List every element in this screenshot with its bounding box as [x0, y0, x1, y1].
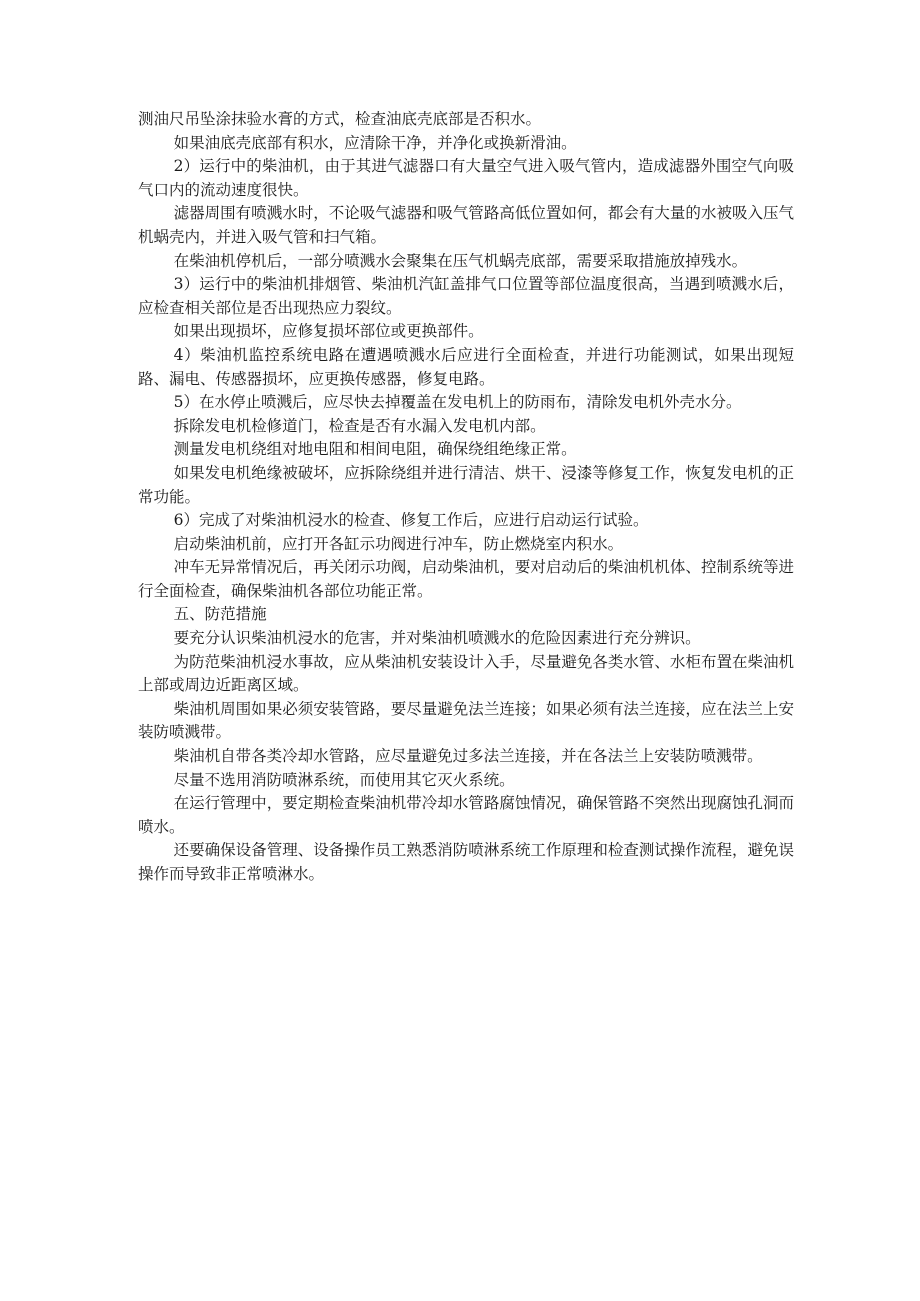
- paragraph: 柴油机周围如果必须安装管路，要尽量避免法兰连接；如果必须有法兰连接，应在法兰上安装防喷溅带。: [138, 699, 794, 742]
- document-page: [138, 108, 794, 887]
- paragraph: 冲车无异常情况后，再关闭示功阀，启动柴油机，要对启动后的柴油机机体、控制系统等进行全面检查，确保柴油机各部位功能正常。: [138, 558, 794, 600]
- paragraph: 测油尺吊坠涂抹验水膏的方式，检查油底壳底部是否积水。: [138, 110, 542, 128]
- paragraph: 3）运行中的柴油机排烟管、柴油机汽缸盖排气口位置等部位温度很高，当遇到喷溅水后，应检查相关部位是否出现热应力裂纹。: [138, 275, 794, 317]
- paragraph: 测量发电机绕组对地电阻和相间电阻，确保绕组绝缘正常。: [173, 440, 577, 459]
- paragraph: 滤器周围有喷溅水时，不论吸气滤器和吸气管路高低位置如何，都会有大量的水被吸入压气机蜗壳内，并进入吸气管和扫气箱。: [138, 204, 794, 246]
- paragraph: 启动柴油机前，应打开各缸示功阀进行冲车，防止燃烧室内积水。: [173, 534, 624, 553]
- paragraph: 在运行管理中，要定期检查柴油机带冷却水管路腐蚀情况，确保管路不突然出现腐蚀孔洞而喷水。: [138, 794, 794, 836]
- section-heading: 五、防范措施: [173, 605, 267, 624]
- paragraph: 6）完成了对柴油机浸水的检查、修复工作后，应进行启动运行试验。: [173, 511, 649, 530]
- paragraph: 要充分认识柴油机浸水的危害，并对柴油机喷溅水的危险因素进行充分辨识。: [173, 629, 701, 648]
- paragraph: 在柴油机停机后，一部分喷溅水会聚集在压气机蜗壳底部，需要采取措施放掉残水。: [173, 251, 748, 270]
- paragraph: 拆除发电机检修道门，检查是否有水漏入发电机内部。: [173, 416, 546, 435]
- paragraph: 2）运行中的柴油机，由于其进气滤器口有大量空气进入吸气管内，造成滤器外围空气向吸气口内的流动速度很快。: [138, 157, 794, 199]
- paragraph: 如果油底壳底部有积水，应清除干净，并净化或换新滑油。: [173, 133, 577, 152]
- paragraph: 如果发电机绝缘被破坏，应拆除绕组并进行清洁、烘干、浸漆等修复工作，恢复发电机的正常功能。: [138, 463, 794, 506]
- paragraph: 5）在水停止喷溅后，应尽快去掉覆盖在发电机上的防雨布，清除发电机外壳水分。: [173, 393, 742, 412]
- paragraph: 如果出现损坏，应修复损坏部位或更换部件。: [173, 322, 484, 341]
- paragraph: 尽量不选用消防喷淋系统，而使用其它灭火系统。: [173, 770, 515, 789]
- paragraph: 柴油机自带各类冷却水管路，应尽量避免过多法兰连接，并在各法兰上安装防喷溅带。: [173, 747, 763, 766]
- paragraph: 4）柴油机监控系统电路在遭遇喷溅水后应进行全面检查，并进行功能测试，如果出现短路、漏电、传感器损坏，应更换传感器，修复电路。: [138, 345, 794, 388]
- paragraph: 为防范柴油机浸水事故，应从柴油机安装设计入手，尽量避免各类水管、水柜布置在柴油机上部或周边近距离区域。: [138, 652, 794, 695]
- paragraph: 还要确保设备管理、设备操作员工熟悉消防喷淋系统工作原理和检查测试操作流程，避免误操作而导致非正常喷淋水。: [138, 841, 794, 883]
